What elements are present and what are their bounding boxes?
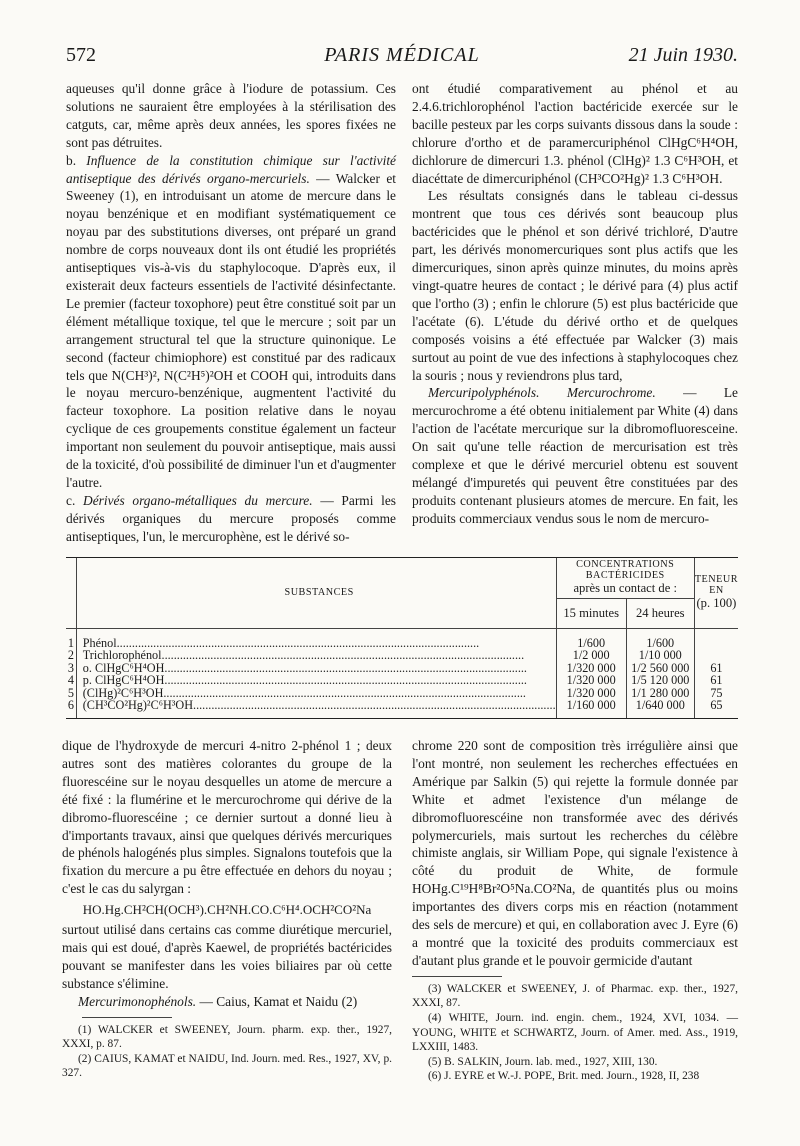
paragraph: dique de l'hydroxyde de mercuri 4-nitro 2-phénol 1 ; deux autres sont des matières colorantes du groupe de la fluorescéine sur le noyau desquelles un atome de mercure a été fixé : la flumérine et le mercurochrome qui dérive de la dibromo-fluorescéine ; ce dernier surtout a donné lieu à d'importants travaux, ainsi que quelques dérivés mercuriques de phénols halogénés plus simples. Signalons toutefois que la fixation du mercure a pu être effectuée en dehors du noyau ; c'est le cas du salyrgan :: [62, 738, 392, 897]
table-body: [66, 628, 738, 718]
paragraph: surtout utilisé dans certains cas comme diurétique mercuriel, mais qui est doué, d'après Kaewel, de propriétés bactéricides pouvant se manifester dans les voies biliaires par où cette substance s'élimine.: [62, 922, 392, 991]
table-row: [66, 628, 738, 649]
page-number: 572: [66, 44, 96, 66]
formula: HO.Hg.CH²CH(OCH³).CH²NH.CO.C⁶H⁴.OCH²CO²Na: [82, 902, 372, 918]
substance-name: [76, 649, 556, 662]
conc-15-minutes: 1/600: [556, 628, 626, 649]
leader-dots: [193, 699, 556, 712]
substance-label: (ClHg)²C⁶H³OH: [82, 685, 164, 700]
footnote: (1) WALCKER et SWEENEY, Journ. pharm. exp. ther., 1927, XXXI, p. 87.: [62, 1023, 392, 1051]
conc-24-heures: 1/600: [626, 628, 694, 649]
table-header-row: [66, 558, 738, 598]
substance-label: p. ClHgC⁶H⁴OH: [82, 673, 165, 688]
top-left-column: [66, 80, 396, 546]
section-title: Mercuripolyphénols. Mercurochrome.: [428, 385, 656, 401]
bottom-left-column: [62, 737, 392, 1081]
substance-name: [76, 628, 556, 649]
col-teneur-line1: TENEUR EN: [694, 574, 738, 597]
col-substances: SUBSTANCES: [76, 558, 556, 628]
leader-dots: [163, 687, 555, 700]
conc-15-minutes: 1/2 000: [556, 649, 626, 662]
section-title: Mercurimonophénols.: [78, 993, 197, 1009]
row-number: 6: [66, 699, 76, 718]
conc-24-heures: 1/2 560 000: [626, 662, 694, 675]
substance-label: Trichlorophénol: [82, 648, 162, 663]
issue-date: 21 Juin 1930.: [628, 44, 738, 66]
conc-24-heures: 1/640 000: [626, 699, 694, 718]
footnote: (5) B. SALKIN, Journ. lab. med., 1927, XIII, 130.: [428, 1055, 658, 1068]
footnote: (6) J. EYRE et W.-J. POPE, Brit. med. Journ., 1928, II, 238: [428, 1070, 700, 1083]
conc-15-minutes: 1/320 000: [556, 687, 626, 700]
col-teneur-line2: (p. 100): [696, 596, 737, 611]
teneur-value: 61: [710, 673, 723, 688]
leader-dots: [164, 662, 555, 675]
paragraph: [62, 993, 392, 1011]
conc-15-minutes: 1/320 000: [556, 662, 626, 675]
substance-name: [76, 674, 556, 687]
leader-dots: [162, 649, 556, 662]
substance-name: [76, 699, 556, 718]
paragraph: [66, 152, 396, 492]
paragraph: aqueuses qu'il donne grâce à l'iodure de potassium. Ces solutions ne sauraient être employées à la stérilisation des catguts, car, même après deux années, les spores fixées ne sont pas détruites.: [66, 81, 396, 150]
paragraph-text: — Parmi les dérivés organiques du mercure proposés comme antiseptiques, l'un, le mercurophène, est le dérivé so-: [66, 492, 397, 544]
conc-15-minutes: 1/160 000: [556, 699, 626, 718]
row-number: 4: [66, 674, 76, 687]
paragraph-text: — Walcker et Sweeney (1), en introduisant un atome de mercure dans le noyau benzénique et en modifiant systématiquement ce noyau par des substitutions diverses, ont préparé un grand nombre de corps nouveaux dont ils ont étudié les propriétés antiseptiques vis-à-vis du staphylocoque. D'après eux, il existerait deux facteurs essentiels de l'activité désinfectante. Le premier (facteur toxophore) peut être constitué soit par un élément métallique toxique, tel que le mercure ; soit par un arrangement structural tel que la structure quinonique. Le second (facteur chimiophore) est constitué par des radicaux tels que N(CH³)², N(C²H⁵)²OH et COOH qui, introduits dans le noyau mercuro-benzénique, augmentent l'activité du facteur toxophore. La position relative dans le noyau cyclique de ces groupements constitue également un facteur important non seulement du pouvoir antiseptique, mais aussi de la toxicité, d'où possibilité de diminuer l'un et d'augmenter l'autre.: [66, 170, 396, 490]
footnote: (3) WALCKER et SWEENEY, J. of Pharmac. exp. ther., 1927, XXXI, 87.: [412, 982, 738, 1010]
section-label: b.: [66, 152, 77, 168]
paragraph-text: — Le mercurochrome a été obtenu initialement par White (4) dans l'action de l'acétate mercurique sur la dibromofluoresceine. On sait qu'une telle réaction de mercurisation est très complexe et que le dérivé mercuriel obtenu est souvent mélangé d'impuretés qui peuvent être constituées par des produits contenant plusieurs atomes de mercure. En fait, les produits commerciaux vendus sous le nom de mercuro-: [412, 385, 738, 526]
paragraph: chrome 220 sont de composition très irrégulière ainsi que l'ont montré, non seulement les recherches effectuées en Amérique par Salkin (5) qui rejette la formule donnée par White et admet l'existence d'un mélange de dibromofluorescéine non transformée avec des dérivés polymercuriels, mais surtout les recherches du célèbre chimiste anglais, sir William Pope, qui signale l'existence à côté du produit de White, de formule HOHg.C¹⁹H⁸Br²O⁵Na.CO²Na, de quantités plus ou moins importantes des divers corps mis en réaction (notamment des sels de mercure) et qui, en collaboration avec J. Eyre (6) a montré que la toxicité des produits commerciaux est d'autant plus grande et le pouvoir germicide d'autant: [412, 738, 738, 968]
leader-dots: [164, 674, 555, 687]
journal-title: PARIS MÉDICAL: [324, 44, 480, 66]
section-title: Influence de la constitution chimique sur l'activité antiseptique des dérivés organo-mercuriels.: [66, 152, 396, 186]
teneur-value: [694, 649, 738, 662]
bottom-right-column: [412, 737, 738, 1084]
col-24-heures: 24 heures: [626, 598, 694, 628]
teneur-value: [694, 628, 738, 649]
table-row: [66, 674, 738, 687]
footnote-rule: [412, 976, 502, 977]
col-concentrations-line1: CONCENTRATIONS BACTÉRICIDES: [576, 559, 675, 582]
substance-label: Phénol: [82, 635, 117, 650]
paragraph: [412, 384, 738, 527]
col-15-minutes: 15 minutes: [556, 598, 626, 628]
teneur-value: 61: [710, 660, 723, 675]
footnote: (4) WHITE, Journ. ind. engin. chem., 1924, XVI, 1034. — YOUNG, WHITE et SCHWARTZ, Journ. of Amer. med. Ass., 1919, LXXIII, 1483.: [412, 1011, 738, 1054]
conc-24-heures: 1/1 280 000: [626, 687, 694, 700]
paragraph: [66, 492, 396, 546]
table-row: [66, 649, 738, 662]
row-number: 3: [66, 662, 76, 675]
section-title: Dérivés organo-métalliques du mercure.: [83, 492, 313, 508]
teneur-value: 75: [710, 685, 723, 700]
section-label: c.: [66, 492, 76, 508]
table-row: [66, 699, 738, 718]
footnote: (2) CAIUS, KAMAT et NAIDU, Ind. Journ. med. Res., 1927, XV, p. 327.: [62, 1052, 392, 1080]
paragraph: ont étudié comparativement au phénol et au 2.4.6.trichlorophénol l'action bactéricide exercée sur le bacille pesteux par les corps suivants dissous dans la soude : chlorure d'ortho et de paramercuriphénol ClHgC⁶H⁴OH, dichlorure de dimercuri 1.3. phénol (ClHg)² 1.3 C⁶H³OH, et diacéttate de dimercuriphénol (CH³CO²Hg)² 1.3 C⁶H³OH.: [412, 81, 738, 186]
col-concentrations-line2: après un contact de :: [573, 581, 677, 596]
row-number: 2: [66, 649, 76, 662]
row-number: 1: [66, 628, 76, 649]
col-concentrations: [556, 558, 694, 598]
conc-15-minutes: 1/320 000: [556, 674, 626, 687]
substance-label: (CH³CO²Hg)²C⁶H³OH: [82, 698, 194, 713]
col-teneur: [694, 558, 738, 628]
results-table: [66, 557, 738, 719]
row-number: 5: [66, 687, 76, 700]
footnote-rule: [82, 1017, 172, 1018]
paragraph: Les résultats consignés dans le tableau ci-dessus montrent que tous ces dérivés sont beaucoup plus bactéricides que le phénol et son dérivé trichloré, D'autre part, les dérivés monomercuriques sont plus actifs que les dimercuriques, sinon après quinze minutes, du moins après vingt-quatre heures de contact ; le dérivé para (4) plus actif que l'ortho (3) ; enfin le chlorure (5) est plus bactéricide que l'acétate (6). L'étude du dérivé ortho et de quelques composés voisins a été effectuée par Walcker (3) mais surtout au point de vue des infections à staphylocoques chez la souris ; nous y reviendrons plus tard,: [412, 188, 738, 383]
conc-24-heures: 1/5 120 000: [626, 674, 694, 687]
teneur-value: 65: [710, 698, 723, 713]
paragraph-text: — Caius, Kamat et Naidu (2): [196, 993, 358, 1009]
leader-dots: [117, 637, 556, 650]
page-header: [66, 44, 738, 70]
top-right-column: [412, 80, 738, 528]
substance-label: o. ClHgC⁶H⁴OH: [82, 660, 165, 675]
conc-24-heures: 1/10 000: [626, 649, 694, 662]
